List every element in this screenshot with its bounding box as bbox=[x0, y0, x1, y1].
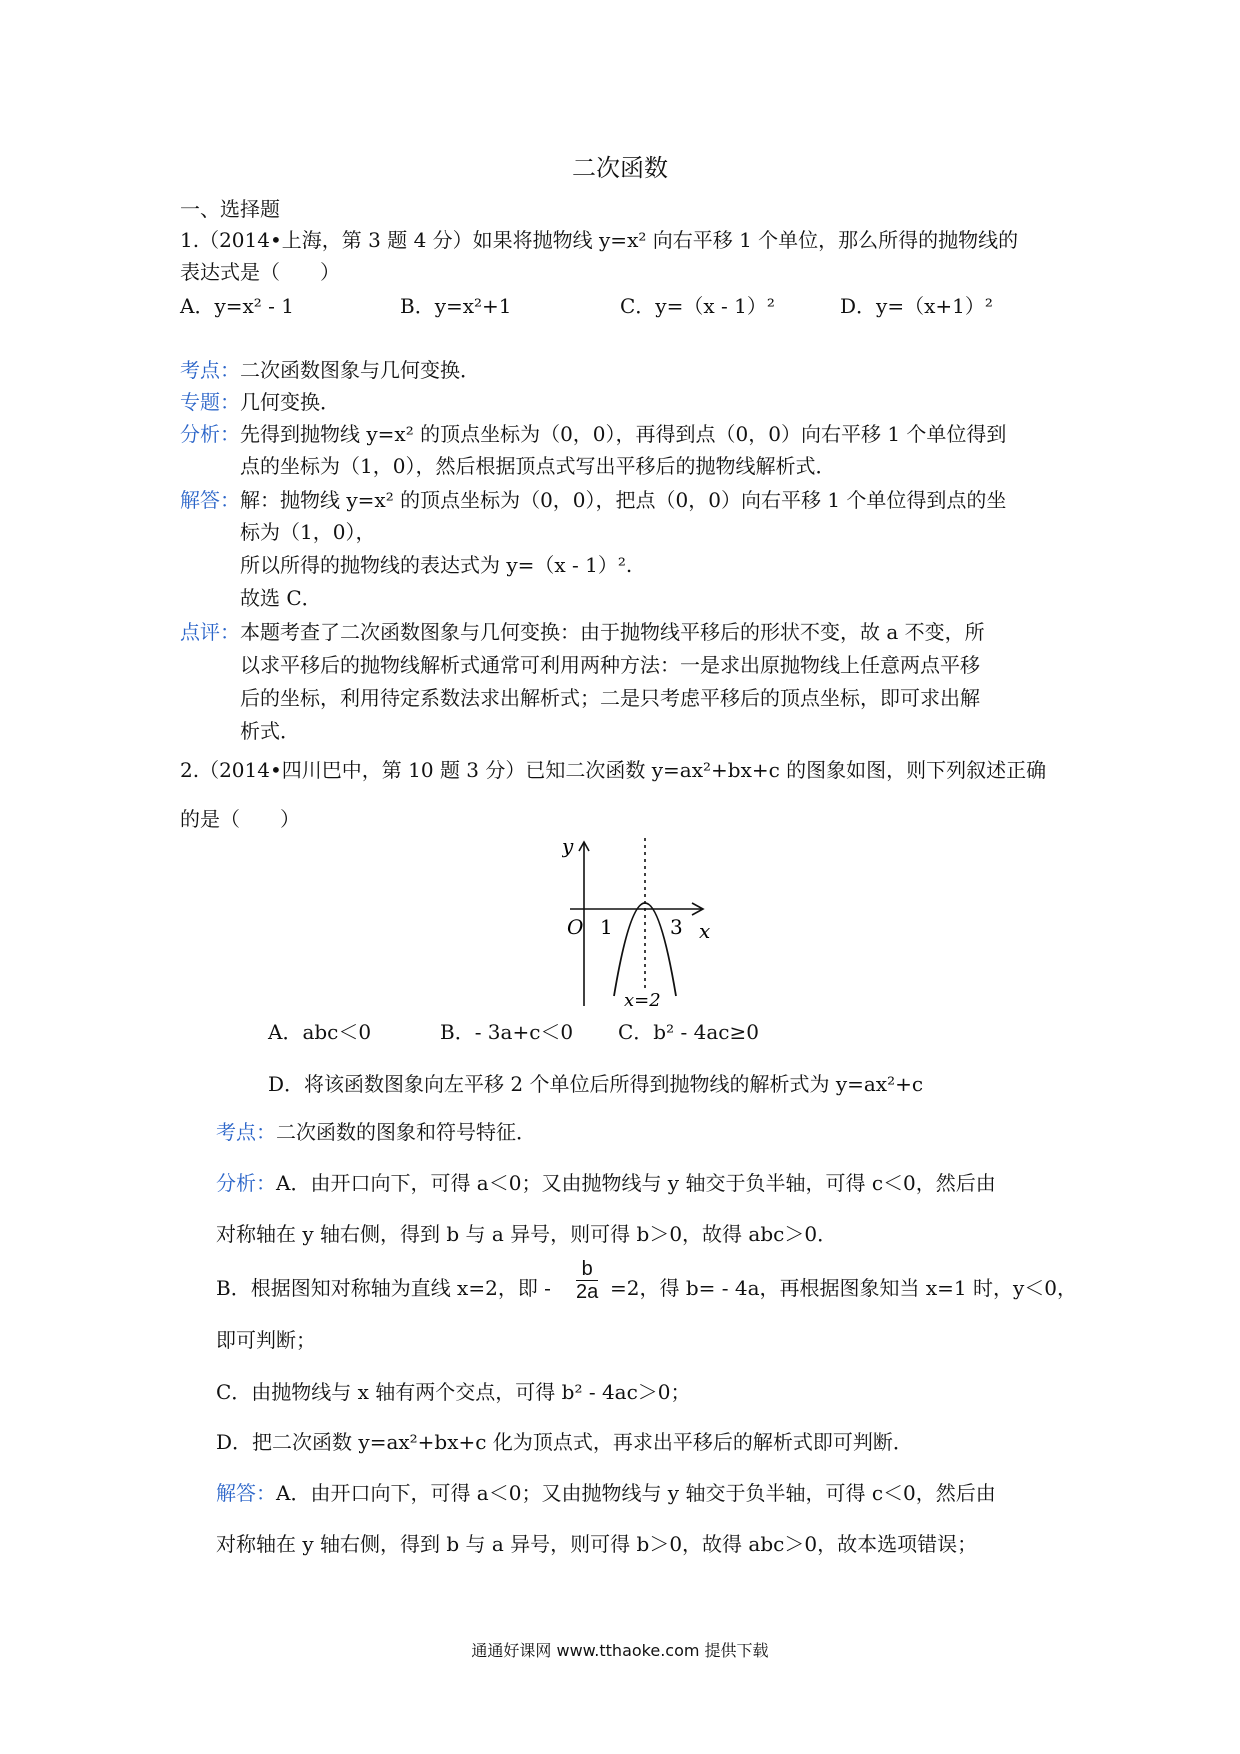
q1-jieda-line3: 所以所得的抛物线的表达式为 y=（x - 1）². bbox=[240, 553, 633, 577]
q1-dianping bbox=[180, 618, 985, 646]
fraction-numerator: b bbox=[576, 1258, 598, 1281]
q2-fenxi bbox=[216, 1169, 996, 1197]
fenxi-line1: 先得到抛物线 y=x² 的顶点坐标为（0，0），再得到点（0，0）向右平移 1 个单位得到 bbox=[240, 422, 1007, 446]
q1-stem-line2: 表达式是（ ） bbox=[180, 260, 340, 284]
dianping-label: 点评： bbox=[180, 620, 240, 644]
q1-jieda-line4: 故选 C． bbox=[240, 586, 322, 610]
q1-option-c: C．y=（x - 1）² bbox=[620, 294, 775, 318]
q1-option-a: A．y=x² - 1 bbox=[180, 294, 294, 318]
q1-stem-line1: 1.（2014•上海，第 3 题 4 分）如果将抛物线 y=x² 向右平移 1 个单位，那么所得的抛物线的 bbox=[180, 228, 1019, 252]
q1-option-d: D．y=（x+1）² bbox=[840, 294, 993, 318]
q2-fenxi-d: D．把二次函数 y=ax²+bx+c 化为顶点式，再求出平移后的解析式即可判断． bbox=[216, 1430, 913, 1454]
tick-1-label: 1 bbox=[600, 915, 613, 939]
q1-option-b: B．y=x²+1 bbox=[400, 294, 512, 318]
parabola-graph bbox=[562, 838, 720, 1008]
q2-fenxi-line1: A．由开口向下，可得 a＜0；又由抛物线与 y 轴交于负半轴，可得 c＜0，然后由 bbox=[276, 1171, 996, 1195]
q1-zhuanti bbox=[180, 388, 340, 416]
q1-fenxi-line2: 点的坐标为（1，0），然后根据顶点式写出平移后的抛物线解析式． bbox=[240, 454, 836, 478]
q2-jieda-label: 解答： bbox=[216, 1481, 276, 1505]
y-axis-label: y bbox=[562, 838, 574, 858]
zhuanti-label: 专题： bbox=[180, 390, 240, 414]
q2-stem-line2: 的是（ ） bbox=[180, 807, 300, 831]
jieda-line1: 解：抛物线 y=x² 的顶点坐标为（0，0），把点（0，0）向右平移 1 个单位得到点的坐 bbox=[240, 488, 1007, 512]
section-heading: 一、选择题 bbox=[180, 197, 280, 221]
q2-kaodian-text: 二次函数的图象和符号特征． bbox=[276, 1120, 536, 1144]
symmetry-axis-label: x=2 bbox=[624, 990, 661, 1008]
q1-dianping-line3: 后的坐标，利用待定系数法求出解析式；二是只考虑平移后的顶点坐标，即可求出解 bbox=[240, 686, 980, 710]
fraction-denominator: 2a bbox=[576, 1281, 599, 1303]
q2-fenxi-b-line2: 即可判断； bbox=[216, 1328, 316, 1352]
jieda-label: 解答： bbox=[180, 488, 240, 512]
q1-dianping-line4: 析式． bbox=[240, 719, 300, 743]
footer-text: 通通好课网 www.tthaoke.com 提供下载 bbox=[471, 1641, 769, 1660]
q2-fenxi-label: 分析： bbox=[216, 1171, 276, 1195]
q2-option-b: B．- 3a+c＜0 bbox=[440, 1020, 574, 1044]
q1-jieda bbox=[180, 486, 1006, 514]
tick-3-label: 3 bbox=[670, 915, 683, 939]
q1-jieda-line2: 标为（1，0）， bbox=[240, 520, 376, 544]
q2-fenxi-line2: 对称轴在 y 轴右侧，得到 b 与 a 异号，则可得 b＞0，故得 abc＞0． bbox=[216, 1222, 838, 1246]
origin-label: O bbox=[567, 915, 584, 939]
page-title: 二次函数 bbox=[572, 154, 668, 182]
q2-option-a: A．abc＜0 bbox=[268, 1020, 372, 1044]
fraction-b-over-2a bbox=[576, 1258, 598, 1303]
zhuanti-text: 几何变换． bbox=[240, 390, 340, 414]
q2-kaodian-label: 考点： bbox=[216, 1120, 276, 1144]
x-axis-label: x bbox=[699, 919, 711, 943]
q2-option-c: C．b² - 4ac≥0 bbox=[618, 1020, 759, 1044]
dianping-line1: 本题考查了二次函数图象与几何变换：由于抛物线平移后的形状不变，故 a 不变，所 bbox=[240, 620, 985, 644]
kaodian-text: 二次函数图象与几何变换． bbox=[240, 358, 480, 382]
q2-fenxi-c: C．由抛物线与 x 轴有两个交点，可得 b² - 4ac＞0； bbox=[216, 1380, 691, 1404]
q2-kaodian bbox=[216, 1118, 536, 1146]
kaodian-label: 考点： bbox=[180, 358, 240, 382]
q2-option-d: D．将该函数图象向左平移 2 个单位后所得到抛物线的解析式为 y=ax²+c bbox=[268, 1072, 924, 1096]
q2-jieda bbox=[216, 1479, 996, 1507]
q2-fenxi-b-post: =2，得 b= - 4a，再根据图象知当 x=1 时，y＜0， bbox=[610, 1276, 1078, 1300]
q2-jieda-line1: A．由开口向下，可得 a＜0；又由抛物线与 y 轴交于负半轴，可得 c＜0，然后由 bbox=[276, 1481, 996, 1505]
q2-jieda-line2: 对称轴在 y 轴右侧，得到 b 与 a 异号，则可得 b＞0，故得 abc＞0，故本选项错误； bbox=[216, 1532, 978, 1556]
q1-kaodian bbox=[180, 356, 480, 384]
fenxi-label: 分析： bbox=[180, 422, 240, 446]
q1-dianping-line2: 以求平移后的抛物线解析式通常可利用两种方法：一是求出原抛物线上任意两点平移 bbox=[240, 653, 980, 677]
q2-fenxi-b-pre: B．根据图知对称轴为直线 x=2，即 - bbox=[216, 1276, 551, 1300]
q1-fenxi bbox=[180, 420, 1006, 448]
q2-stem-line1: 2.（2014•四川巴中，第 10 题 3 分）已知二次函数 y=ax²+bx+c 的图象如图，则下列叙述正确 bbox=[180, 758, 1047, 782]
